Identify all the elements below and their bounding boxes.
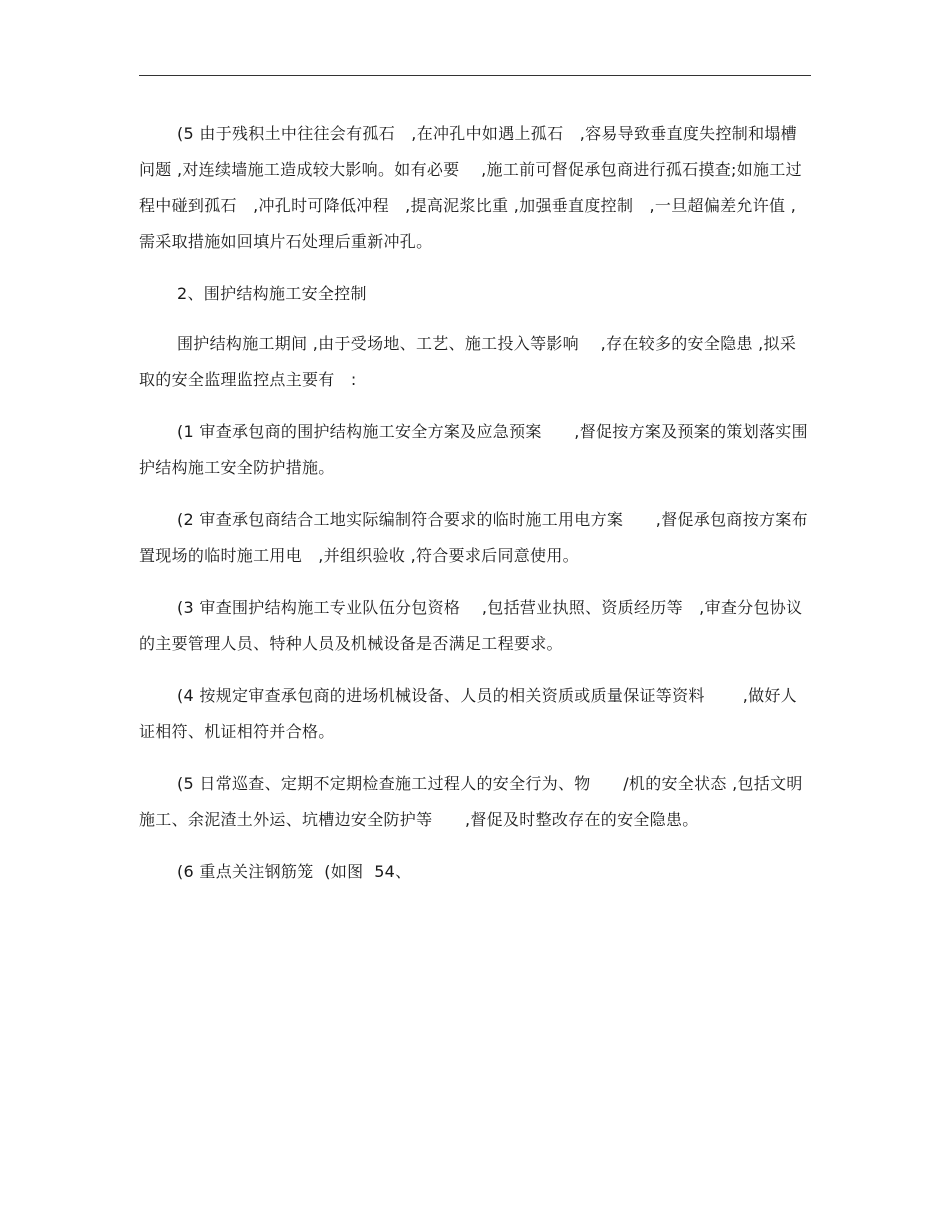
paragraph-item-3: (3 审查围护结构施工专业队伍分包资格 ,包括营业执照、资质经历等 ,审查分包协议的主要管理人员、特种人员及机械设备是否满足工程要求。 [139, 598, 803, 653]
header-rule [139, 75, 811, 76]
paragraph-item-6: (6 重点关注钢筋笼 (如图 54、 [177, 862, 412, 881]
paragraph-item-2: (2 审查承包商结合工地实际编制符合要求的临时施工用电方案 ,督促承包商按方案布置现场的临时施工用电 ,并组织验收 ,符合要求后同意使用。 [139, 510, 808, 565]
paragraph-safety-intro: 围护结构施工期间 ,由于受场地、工艺、施工投入等影响 ,存在较多的安全隐患 ,拟采取的安全监理监控点主要有 : [139, 334, 797, 389]
paragraph-item-5: (5 日常巡查、定期不定期检查施工过程人的安全行为、物 /机的安全状态 ,包括文明施工、余泥渣土外运、坑槽边安全防护等 ,督促及时整改存在的安全隐患。 [139, 774, 803, 829]
paragraph-item-1: (1 审查承包商的围护结构施工安全方案及应急预案 ,督促按方案及预案的策划落实围护结构施工安全防护措施。 [139, 422, 808, 477]
document-body [139, 116, 811, 906]
paragraph-boulder-handling: (5 由于残积土中往往会有孤石 ,在冲孔中如遇上孤石 ,容易导致垂直度失控制和塌槽问题 ,对连续墙施工造成较大影响。如有必要 ,施工前可督促承包商进行孤石摸查;如施工过程中碰到孤石 ,冲孔时可降低冲程 ,提高泥浆比重 ,加强垂直度控制 ,一旦超偏差允许值 ,需采取措施如回填片石处理后重新冲孔。 [139, 124, 802, 251]
paragraph-item-4: (4 按规定审查承包商的进场机械设备、人员的相关资质或质量保证等资料 ,做好人证相符、机证相符并合格。 [139, 686, 797, 741]
section-heading-safety-control: 2、围护结构施工安全控制 [177, 284, 367, 303]
